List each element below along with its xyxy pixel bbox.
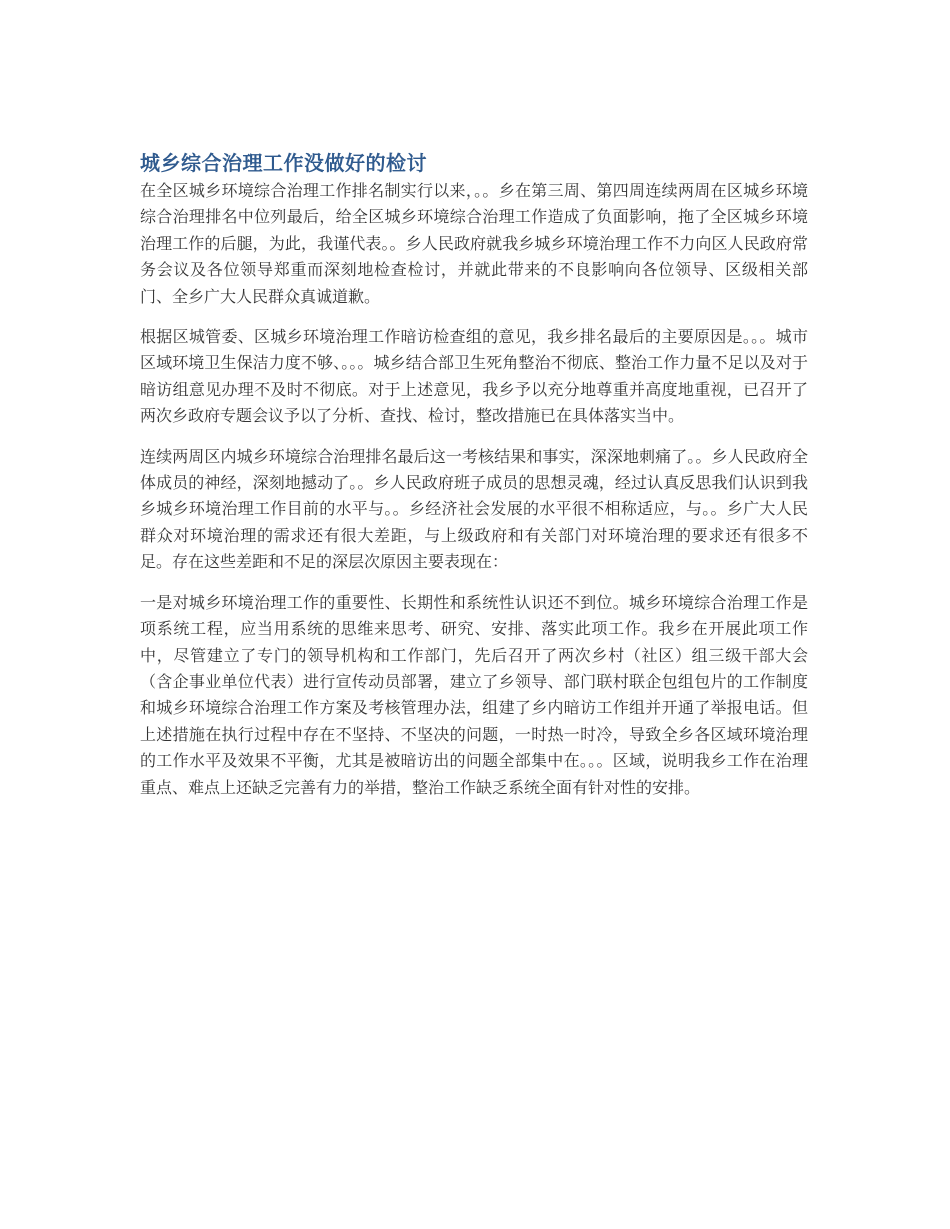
paragraph-3: 连续两周区内城乡环境综合治理排名最后这一考核结果和事实，深深地刺痛了。。乡人民政府全体成员的神经，深刻地撼动了。。乡人民政府班子成员的思想灵魂，经过认真反思我们认识到我乡城乡环境治理工作目前的水平与。。乡经济社会发展的水平很不相称适应，与。。乡广大人民群众对环境治理的需求还有很大差距，与上级政府和有关部门对环境治理的要求还有很多不足。存在这些差距和不足的深层次原因主要表现在： [140, 446, 808, 572]
paragraph-2: 根据区城管委、区城乡环境治理工作暗访检查组的意见，我乡排名最后的主要原因是。。。城市区域环境卫生保洁力度不够、。。。城乡结合部卫生死角整治不彻底、整治工作力量不足以及对于暗访组意见办理不及时不彻底。对于上述意见，我乡予以充分地尊重并高度地重视，已召开了两次乡政府专题会议予以了分析、查找、检讨，整改措施已在具体落实当中。 [140, 327, 808, 426]
document-page [140, 148, 808, 815]
paragraph-4: 一是对城乡环境治理工作的重要性、长期性和系统性认识还不到位。城乡环境综合治理工作是项系统工程，应当用系统的思维来思考、研究、安排、落实此项工作。我乡在开展此项工作中，尽管建立了专门的领导机构和工作部门，先后召开了两次乡村（社区）组三级干部大会（含企事业单位代表）进行宣传动员部署，建立了乡领导、部门联村联企包组包片的工作制度和城乡环境综合治理工作方案及考核管理办法，组建了乡内暗访工作组并开通了举报电话。但上述措施在执行过程中存在不坚持、不坚决的问题，一时热一时冷，导致全乡各区域环境治理的工作水平及效果不平衡，尤其是被暗访出的问题全部集中在。。。区域，说明我乡工作在治理重点、难点上还缺乏完善有力的举措，整治工作缺乏系统全面有针对性的安排。 [140, 592, 808, 797]
paragraph-1: 在全区城乡环境综合治理工作排名制实行以来，。。乡在第三周、第四周连续两周在区城乡环境综合治理排名中位列最后，给全区城乡环境综合治理工作造成了负面影响，拖了全区城乡环境治理工作的后腿，为此，我谨代表。。乡人民政府就我乡城乡环境治理工作不力向区人民政府常务会议及各位领导郑重而深刻地检查检讨，并就此带来的不良影响向各位领导、区级相关部门、全乡广大人民群众真诚道歉。 [140, 181, 808, 306]
document-title: 城乡综合治理工作没做好的检讨 [140, 151, 427, 175]
